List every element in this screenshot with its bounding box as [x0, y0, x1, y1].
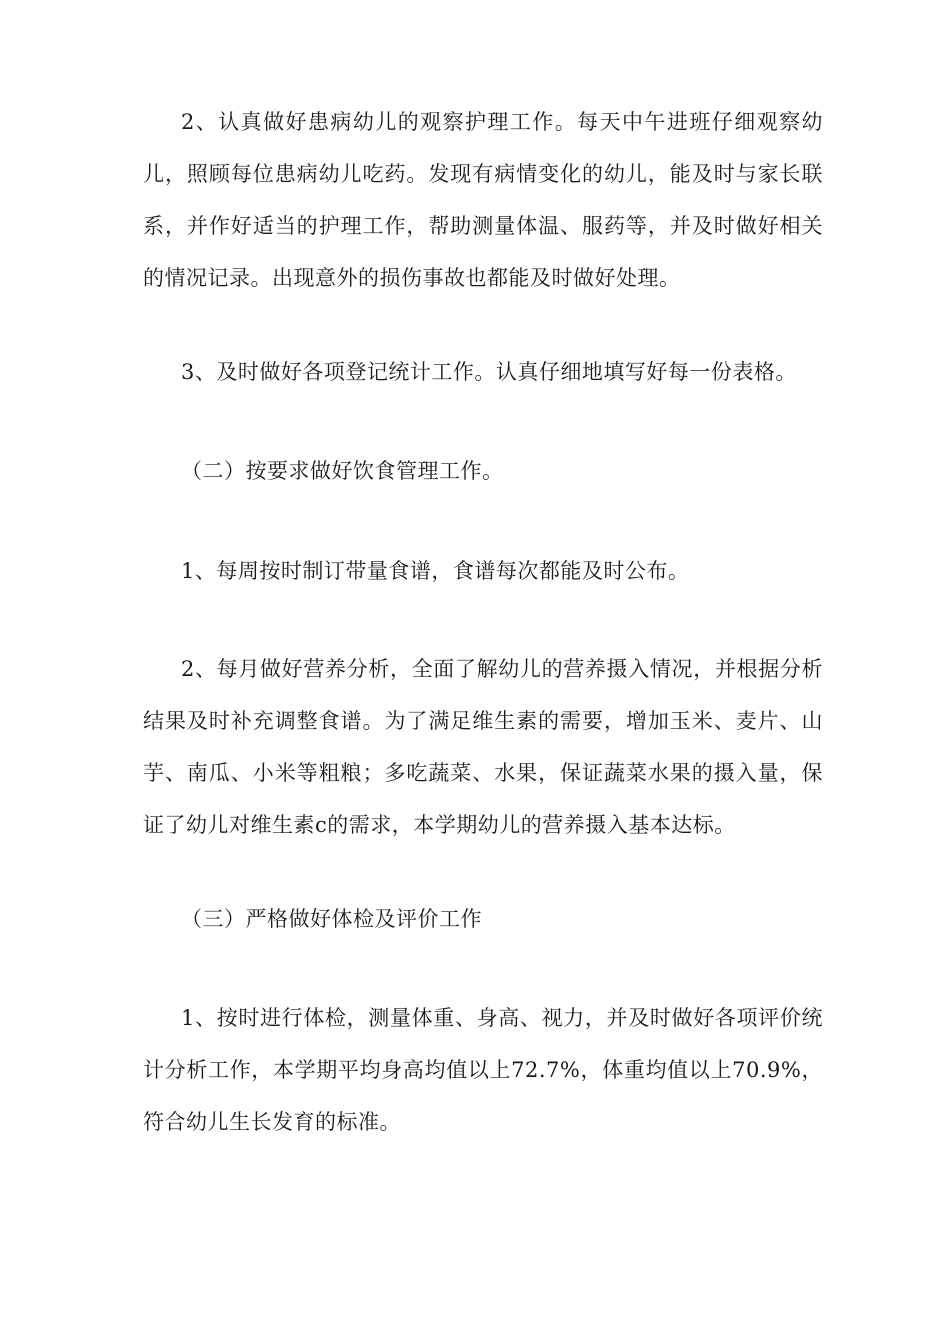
- paragraph-weekly-menu: 1、每周按时制订带量食谱，食谱每次都能及时公布。: [181, 559, 690, 583]
- section-heading-health-check: （三）严格做好体检及评价工作: [181, 907, 482, 931]
- paragraph-sick-child-care: 2、认真做好患病幼儿的观察护理工作。每天中午进班仔细观察幼儿，照顾每位患病幼儿吃药。发现有病情变化的幼儿，能及时与家长联系，并作好适当的护理工作，帮助测量体温、服药等，并及时做好相关的情况记录。出现意外的损伤事故也都能及时做好处理。: [143, 110, 823, 290]
- paragraph-registration-statistics: 3、及时做好各项登记统计工作。认真仔细地填写好每一份表格。: [181, 360, 797, 384]
- paragraph-physical-examination: 1、按时进行体检，测量体重、身高、视力，并及时做好各项评价统计分析工作，本学期平均身高均值以上72.7%，体重均值以上70.9%，符合幼儿生长发育的标准。: [143, 1006, 823, 1134]
- paragraph-nutrition-analysis: 2、每月做好营养分析，全面了解幼儿的营养摄入情况，并根据分析结果及时补充调整食谱。为了满足维生素的需要，增加玉米、麦片、山芋、南瓜、小米等粗粮；多吃蔬菜、水果，保证蔬菜水果的摄入量，保证了幼儿对维生素c的需求，本学期幼儿的营养摄入基本达标。: [143, 657, 823, 837]
- section-heading-diet-management: （二）按要求做好饮食管理工作。: [181, 459, 504, 483]
